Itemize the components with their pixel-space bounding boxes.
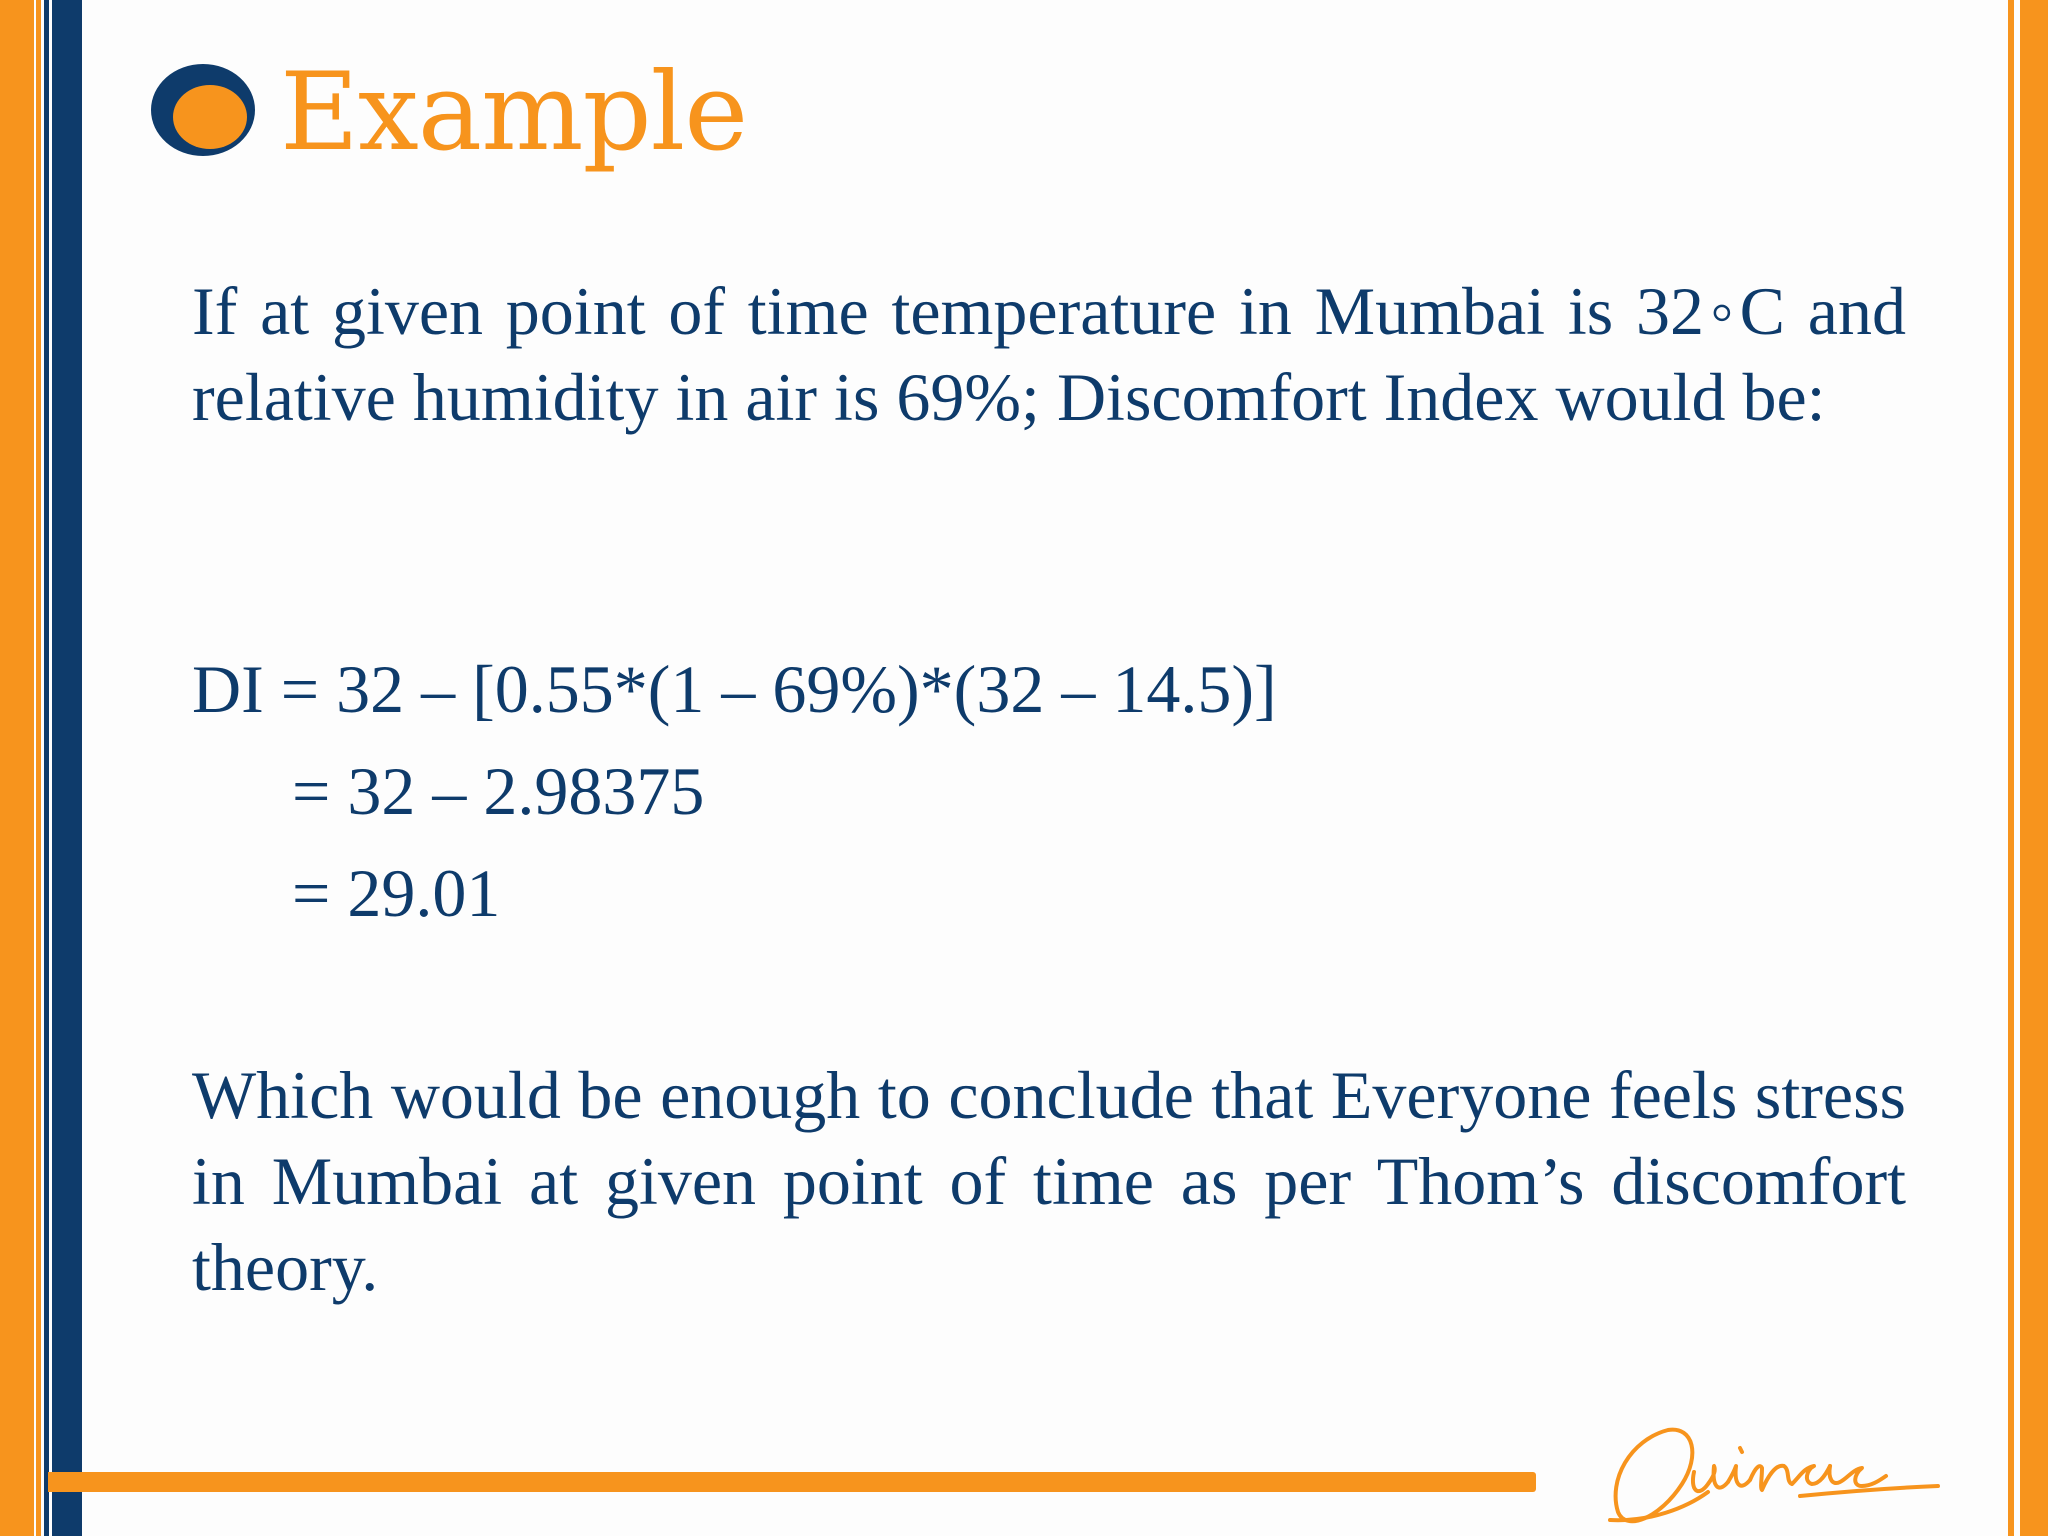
right-orange-line [2008,0,2014,1536]
left-blue-line [44,0,49,1536]
bottom-rule [48,1472,1536,1492]
signature-logo [1590,1400,1950,1536]
equation-line-2: = 32 – 2.98375 [292,753,705,829]
conclusion-paragraph: Which would be enough to conclude that Everyone feels stress in Mumbai at given point of time as per Thom’s discomfort theory. [192,1057,1906,1305]
right-orange-border [2020,0,2048,1536]
left-orange-border [0,0,34,1536]
left-blue-border [52,0,82,1536]
left-orange-line [36,0,41,1536]
intro-paragraph: If at given point of time temperature in Mumbai is 32◦C and relative humidity in air is 69%; Discomfort Index would be: [192,273,1906,435]
circle-bullet-icon [150,62,256,158]
equation-result: = 29.01 [292,855,501,931]
equation-line-1: DI = 32 – [0.55*(1 – 69%)*(32 – 14.5)] [192,651,1277,727]
slide-title: Example [280,50,748,175]
